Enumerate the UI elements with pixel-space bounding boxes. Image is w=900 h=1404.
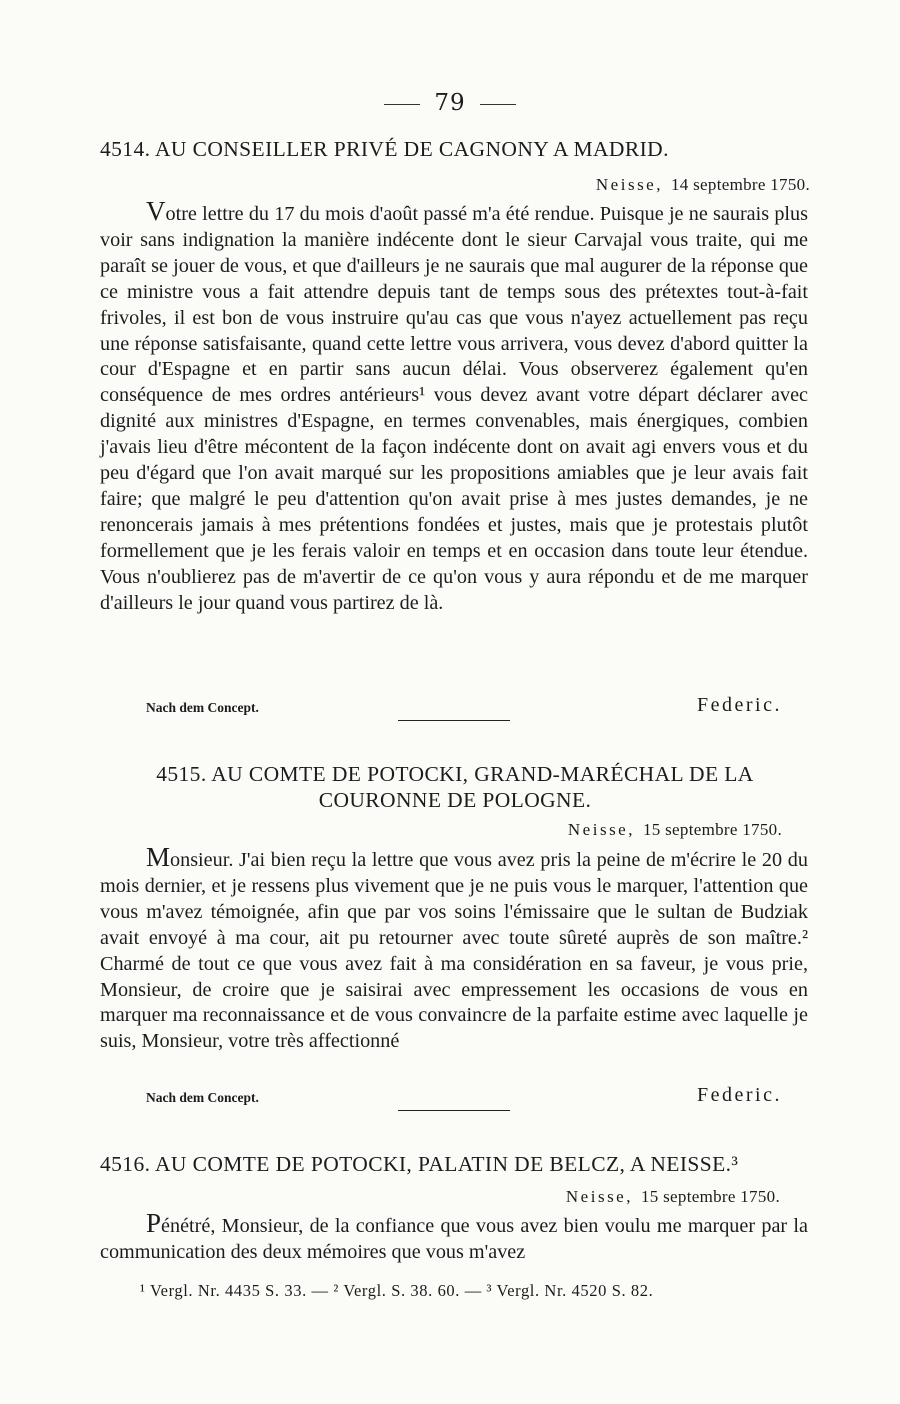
letter-body-4514: [100, 196, 808, 617]
source-note-4515: Nach dem Concept.: [146, 1090, 259, 1105]
signature-4515: Federic.: [697, 1084, 782, 1106]
dateline-place: Neisse,: [567, 820, 635, 839]
body-text: onsieur. J'ai bien reçu la lettre que vous avez pris la peine de m'écrire le 20 du mois dernier, et je ressens plus vivement que je ne puis vous le marquer, l'attention que vous m'avez témoignée, afin que par vos soins l'émissaire que le sultan de Budziak avait envoyé à ma cour, ait pu retourner avec toute sûreté auprès de son maître.² Charmé de tout ce que vous avez fait à ma considération en sa faveur, je vous prie, Monsieur, de croire que je saisirai avec empressement les occasions de vous en marquer ma reconnaissance et de vous convaincre de la parfaite estime avec laquelle je suis, Monsieur, votre très affectionné: [100, 849, 808, 1053]
section-separator: [398, 720, 510, 721]
body-text: otre lettre du 17 du mois d'août passé m'a été rendue. Puisque je ne saurais plus voir sans indignation la manière indécente dont le sieur Carvajal vous traite, qui me paraît se jouer de vous, et que d'ailleurs je ne saurais que mal augurer de la réponse que ce ministre vous a fait attendre depuis tant de temps sous des prétextes tout-à-fait frivoles, il est bon de vous instruire qu'au cas que vous n'ayez actuellement pas reçu une réponse satisfaisante, quand cette lettre vous arrivera, vous devez d'abord quitter la cour d'Espagne et en partir sans aucun délai. Vous observerez également qu'en conséquence de mes ordres antérieurs¹ vous devez avant votre départ déclarer avec dignité aux ministres d'Espagne, en termes convenables, mais énergiques, combien j'avais lieu d'être mécontent de la façon indécente dont on avait agi envers vous et du peu d'égard que l'on avait marqué sur les propositions amiables que je leur avais fait faire; que malgré le peu d'attention qu'on avait prise à mes justes demandes, je ne renoncerais jamais à mes prétentions fondées et justes, mais que je protestais plutôt formellement que je les ferais valoir en temps et en occasion dans toute leur étendue. Vous n'oublierez pas de m'avertir de ce qu'on vous y aura répondu et de me marquer d'ailleurs le jour quand vous partirez de là.: [100, 203, 808, 614]
letter-title-4516: 4516. AU COMTE DE POTOCKI, PALATIN DE BELCZ, A NEISSE.³: [100, 1152, 739, 1176]
dateline-date: 14 septembre 1750.: [670, 175, 810, 194]
body-initial: M: [146, 842, 171, 872]
section-separator: [398, 1110, 510, 1111]
footnotes: ¹ Vergl. Nr. 4435 S. 33. — ² Vergl. S. 38. 60. — ³ Vergl. Nr. 4520 S. 82.: [140, 1281, 654, 1300]
letter-title-4514: 4514. AU CONSEILLER PRIVÉ DE CAGNONY A MADRID.: [100, 137, 669, 161]
dateline-4514: [596, 175, 810, 195]
dateline-place: Neisse,: [565, 1187, 633, 1206]
page-number-header: [0, 90, 900, 116]
signature-4514: Federic.: [697, 694, 782, 716]
page-number: 79: [434, 90, 466, 116]
header-dash-left: [384, 104, 420, 105]
source-note-4514: Nach dem Concept.: [146, 700, 259, 715]
body-text: énétré, Monsieur, de la confiance que vous avez bien voulu me marquer par la communication des deux mémoires que vous m'avez: [100, 1215, 808, 1263]
letter-body-4516: [100, 1208, 808, 1266]
dateline-place: Neisse,: [595, 175, 663, 194]
letter-body-4515: [100, 842, 808, 1055]
body-initial: V: [146, 196, 166, 226]
dateline-date: 15 septembre 1750.: [640, 1187, 780, 1206]
body-initial: P: [146, 1208, 162, 1238]
letter-title-4515: 4515. AU COMTE DE POTOCKI, GRAND-MARÉCHAL DE LA COURONNE DE POLOGNE.: [156, 762, 754, 812]
dateline-date: 15 septembre 1750.: [642, 820, 782, 839]
dateline-4516: [566, 1187, 780, 1207]
dateline-4515: [568, 820, 782, 840]
header-dash-right: [480, 104, 516, 105]
